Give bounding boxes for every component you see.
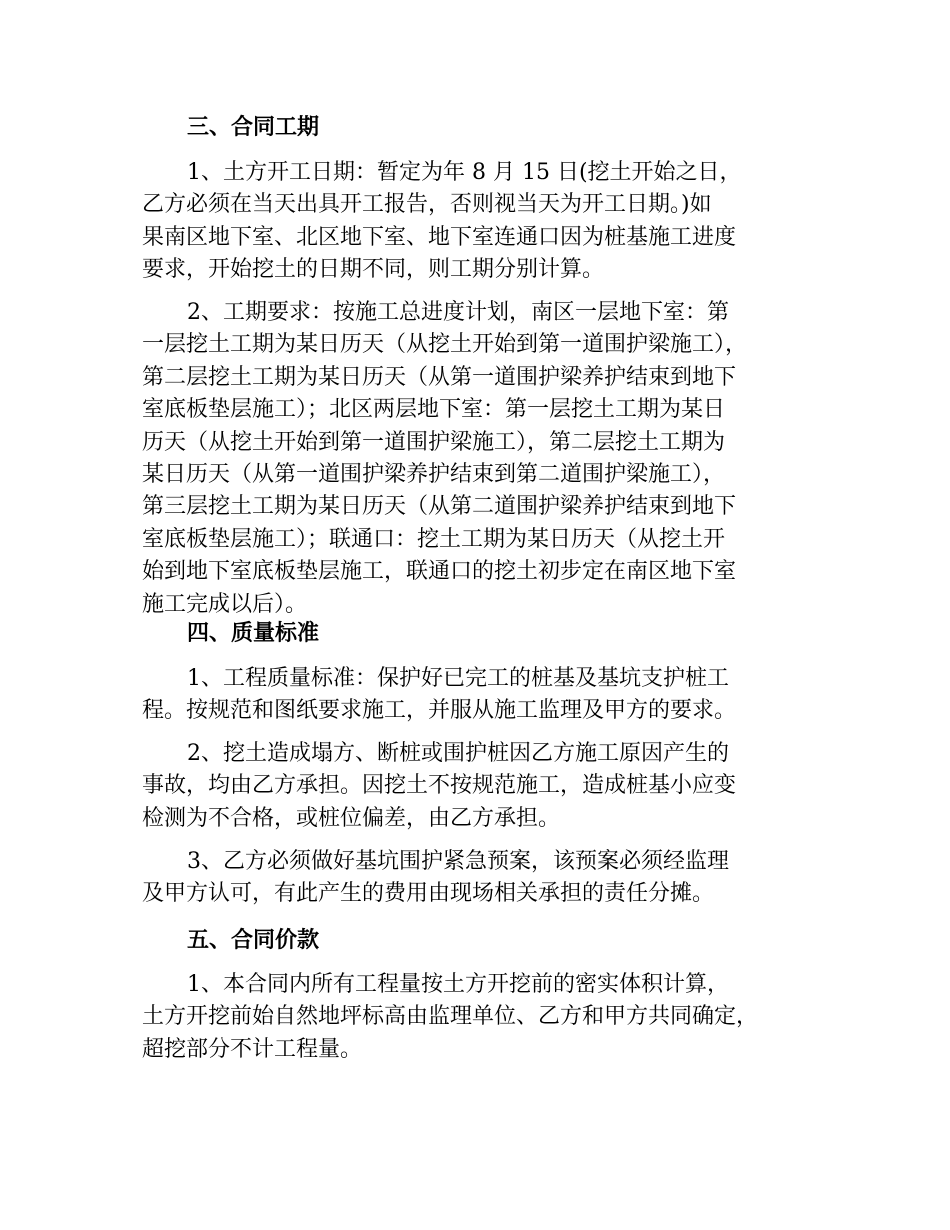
text-line: 1、本合同内所有工程量按土方开挖前的密实体积计算，	[187, 972, 729, 997]
paragraph-quality-standard	[142, 663, 832, 728]
text-line: 乙方必须在当天出具开工报告，否则视当天为开工日期。)如	[142, 192, 712, 218]
text-line: 一层挖土工期为某日历天（从挖土开始到第一道围护梁施工），	[142, 332, 748, 358]
text-line: 某日历天（从第一道围护梁养护结束到第二道围护梁施工），	[142, 461, 726, 487]
text-line: 1、工程质量标准：保护好已完工的桩基及基坑支护桩工	[187, 666, 729, 691]
paragraph-accident-liability	[142, 738, 832, 835]
text-line: 程。按规范和图纸要求施工，并服从施工监理及甲方的要求。	[142, 698, 737, 724]
text-line: 土方开挖前始自然地坪标高由监理单位、乙方和甲方共同确定，	[142, 1004, 759, 1030]
section-heading-quality-standard: 四、质量标准	[187, 621, 320, 646]
text-line: 第二层挖土工期为某日历天（从第一道围护梁养护结束到地下	[142, 364, 737, 390]
text-line: 室底板垫层施工）；联通口：挖土工期为某日历天（从挖土开	[142, 526, 726, 552]
text-line: 2、工期要求：按施工总进度计划，南区一层地下室：第	[187, 300, 729, 325]
text-line: 2、挖土造成塌方、断桩或围护桩因乙方施工原因产生的	[187, 741, 729, 766]
paragraph-start-date	[142, 157, 832, 287]
text-line: 事故，均由乙方承担。因挖土不按规范施工，造成桩基小应变	[142, 773, 737, 799]
text-line: 第三层挖土工期为某日历天（从第二道围护梁养护结束到地下	[142, 494, 737, 520]
text-line: 室底板垫层施工）；北区两层地下室：第一层挖土工期为某日	[142, 397, 726, 423]
section-heading-contract-period: 三、合同工期	[187, 115, 320, 140]
text-line: 超挖部分不计工程量。	[142, 1036, 363, 1062]
text-line: 始到地下室底板垫层施工，联通口的挖土初步定在南区地下室	[142, 559, 737, 585]
paragraph-quantity-calculation	[142, 969, 832, 1066]
text-line: 及甲方认可，有此产生的费用由现场相关承担的责任分摊。	[142, 881, 715, 907]
text-line: 要求，开始挖土的日期不同，则工期分别计算。	[142, 257, 605, 283]
text-line: 1、土方开工日期：暂定为年 8 月 15 日(挖土开始之日，	[187, 160, 742, 185]
text-line: 历天（从挖土开始到第一道围护梁施工），第二层挖土工期为	[142, 429, 726, 455]
paragraph-emergency-plan	[142, 846, 832, 911]
section-heading-contract-price: 五、合同价款	[187, 928, 320, 953]
paragraph-schedule-requirements	[142, 297, 832, 621]
text-line: 果南区地下室、北区地下室、地下室连通口因为桩基施工进度	[142, 224, 737, 250]
text-line: 检测为不合格，或桩位偏差，由乙方承担。	[142, 805, 561, 831]
text-line: 3、乙方必须做好基坑围护紧急预案，该预案必须经监理	[187, 849, 729, 874]
text-line: 施工完成以后）。	[142, 591, 308, 617]
